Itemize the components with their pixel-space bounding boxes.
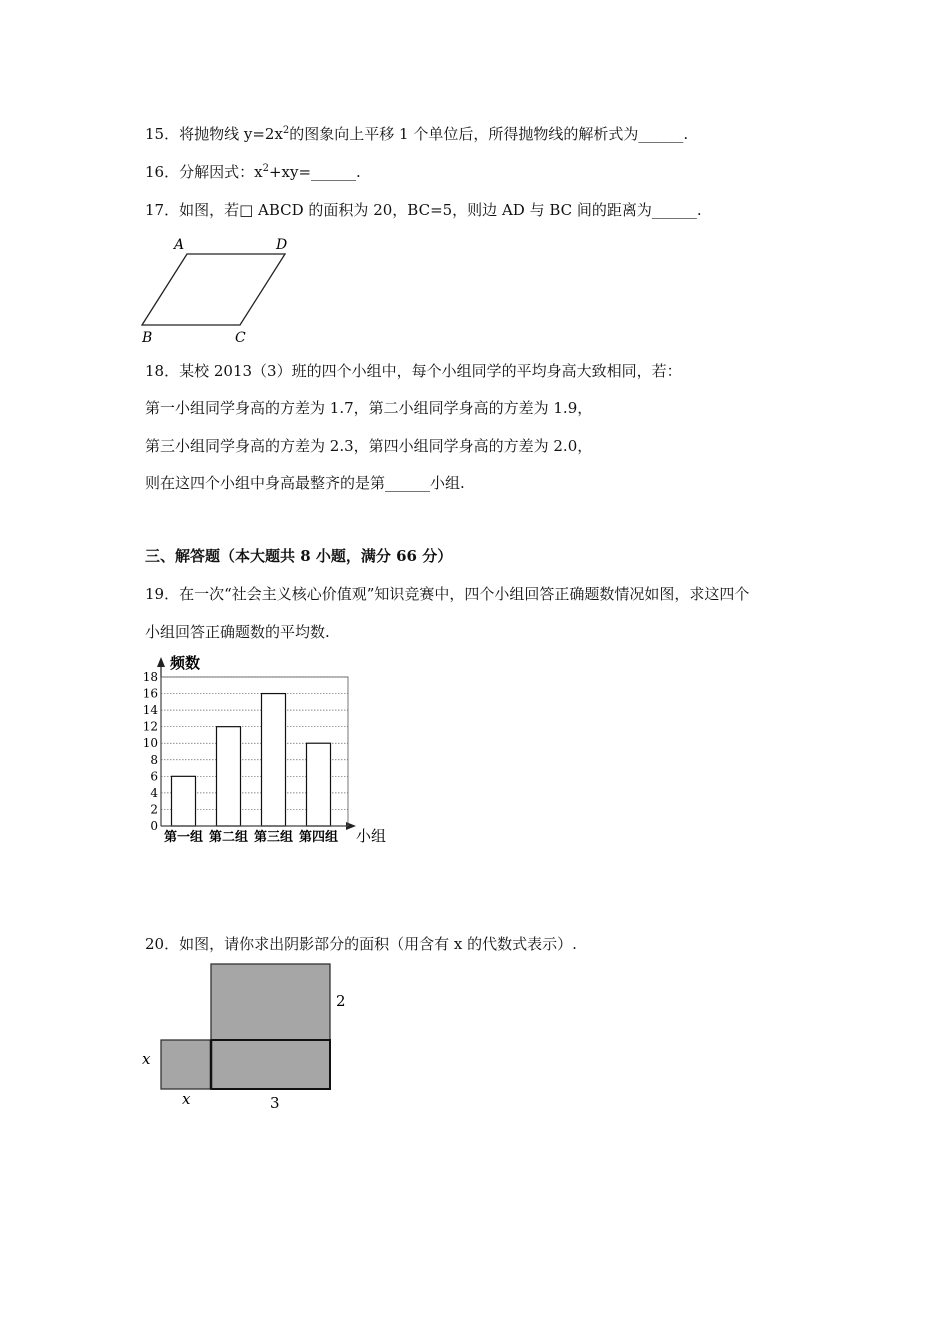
chart-ytick-label: 10 (142, 736, 158, 751)
label-b: B (142, 330, 153, 346)
question-19-line-2: 小组回答正确题数的平均数. (145, 623, 330, 641)
q15-superscript: 2 (282, 125, 290, 136)
chart-ytick-label: 2 (150, 802, 158, 817)
question-20: 20．如图，请你求出阴影部分的面积（用含有 x 的代数式表示）. (145, 935, 577, 953)
question-15 (145, 124, 688, 144)
small-square (161, 1040, 211, 1089)
section-3-title: 三、解答题（本大题共 8 小题，满分 66 分） (145, 547, 453, 565)
label-left-x: x (142, 1050, 151, 1068)
rectangle-figure (138, 960, 358, 1115)
chart-ytick-label: 8 (150, 752, 158, 767)
q15-text-pre: 15．将抛物线 y=2x (145, 125, 283, 143)
chart-bar (262, 694, 286, 826)
chart-ytick-label: 0 (150, 819, 158, 833)
chart-ytick-label: 18 (142, 670, 158, 684)
chart-xtick-label: 第三组 (253, 830, 294, 845)
chart-ytick-label: 6 (150, 769, 158, 784)
label-bottom-x: x (182, 1090, 191, 1108)
parallelogram-shape (142, 254, 285, 325)
chart-ytick-label: 16 (142, 686, 158, 701)
question-18-line-3: 第三小组同学身高的方差为 2.3，第四小组同学身高的方差为 2.0， (145, 437, 593, 455)
chart-xtick-labels (164, 829, 338, 845)
chart-ytick-labels (143, 670, 159, 833)
label-d: D (276, 237, 288, 253)
label-a: A (174, 237, 185, 253)
label-c: C (235, 330, 246, 346)
question-18-line-2: 第一小组同学身高的方差为 1.7，第二小组同学身高的方差为 1.9， (145, 399, 593, 417)
label-right-2: 2 (336, 992, 346, 1010)
q16-superscript: 2 (262, 163, 269, 174)
chart-xtick-label: 第一组 (163, 830, 204, 845)
question-18-line-1: 18．某校 2013（3）班的四个小组中，每个小组同学的平均身高大致相同，若： (145, 362, 682, 380)
chart-y-label: 频数 (170, 655, 201, 672)
chart-xtick-label: 第二组 (208, 830, 249, 845)
label-bottom-3: 3 (270, 1094, 280, 1112)
chart-xtick-label: 第四组 (298, 830, 339, 845)
chart-ytick-label: 12 (142, 719, 158, 734)
question-19-line-1: 19．在一次“社会主义核心价值观”知识竞赛中，四个小组回答正确题数情况如图，求这四个 (145, 585, 750, 603)
bottom-right-rectangle (211, 1040, 330, 1089)
chart-bar (217, 727, 241, 826)
question-17: 17．如图，若□ ABCD 的面积为 20，BC=5，则边 AD 与 BC 间的距离为______. (145, 201, 702, 219)
chart-bar (172, 776, 196, 826)
question-18-line-4: 则在这四个小组中身高最整齐的是第______小组. (145, 474, 465, 492)
chart-x-label: 小组 (356, 827, 387, 845)
parallelogram-figure (138, 232, 298, 347)
bar-chart (138, 655, 400, 850)
question-16 (145, 162, 361, 182)
chart-bar (307, 743, 331, 826)
chart-y-axis-arrow (157, 657, 165, 667)
q16-text-post: +xy=______. (268, 163, 361, 181)
chart-ytick-label: 4 (150, 785, 158, 800)
q15-text-post: 的图象向上平移 1 个单位后，所得抛物线的解析式为______. (289, 125, 689, 143)
q16-text-pre: 16．分解因式：x (145, 163, 263, 181)
chart-ytick-label: 14 (142, 703, 158, 718)
top-rectangle (211, 964, 330, 1040)
